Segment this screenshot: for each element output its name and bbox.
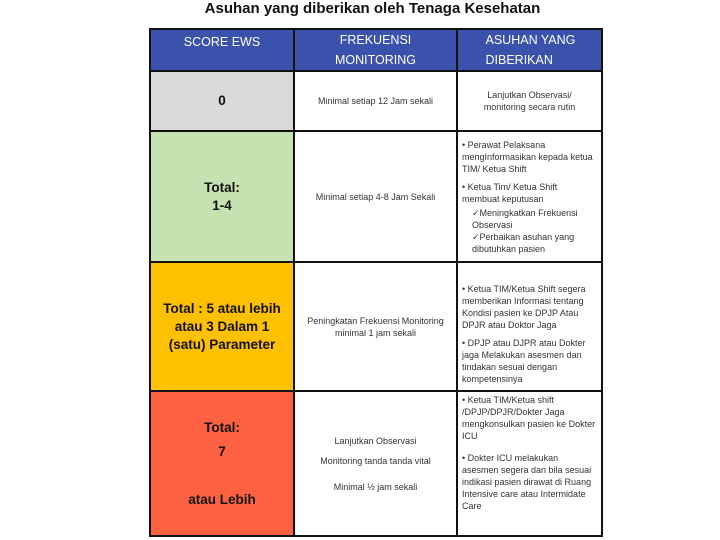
care-subitem: ✓ Meningkatkan Frekuensi Observasi (472, 207, 597, 231)
table-row (150, 131, 602, 262)
care-item: • Ketua TIM/Ketua Shift segera memberikan Informasi tentang Kondisi pasien ke DPJP Atau DPJR atau Doktor Jaga (462, 283, 597, 331)
score-label: Total: (204, 179, 240, 195)
frequency-line: Lanjutkan Observasi (334, 435, 417, 446)
frequency-cell-2: Peningkatan Frekuensi Monitoring minimal 1 jam sekali (294, 262, 457, 391)
care-cell-1 (457, 131, 602, 262)
score-label: Total: (204, 419, 240, 435)
frequency-line: Minimal ½ jam sekali (333, 481, 418, 492)
score-cell-3 (150, 391, 294, 536)
header-asuhan (457, 29, 602, 71)
page-title: Asuhan yang diberikan oleh Tenaga Kesehatan (204, 0, 541, 17)
care-item: • DPJP atau DJPR atau Dokter jaga Melakukan asesmen dan tindakan sesuai dengan kompetensinya (462, 337, 597, 385)
care-cell-0 (457, 71, 602, 131)
care-cell-2 (457, 262, 602, 391)
table-row (150, 391, 602, 536)
header-frekuensi-monitoring (294, 29, 457, 71)
score-cell-0: 0 (150, 71, 294, 131)
header-score-ews: SCORE EWS (150, 29, 294, 71)
score-value: 1-4 (212, 197, 232, 213)
score-value: 7 (218, 443, 226, 459)
care-item: • Dokter ICU melakukan asesmen segera dan bila sesuai indikasi pasien dirawat di Ruang Intensive care atau Intermidate Care (462, 452, 597, 512)
care-item: • Ketua TIM/Ketua shift /DPJP/DPJR/Dokter Jaga mengkonsulkan pasien ke Dokter ICU (462, 394, 597, 442)
care-item: • Ketua Tim/ Ketua Shift membuat keputusan (462, 181, 597, 205)
table-header-row (150, 29, 602, 71)
table-row (150, 71, 602, 131)
score-label: Total : 5 atau lebih atau 3 Dalam 1 (satu) Parameter (163, 300, 281, 352)
header-asuhan-label: ASUHAN YANG DIBERIKAN (485, 33, 576, 67)
frequency-cell-0: Minimal setiap 12 Jam sekali (294, 71, 457, 131)
score-suffix: atau Lebih (188, 491, 256, 507)
care-item: • Perawat Pelaksana mengInformasikan kepada ketua TIM/ Ketua Shift (462, 139, 597, 175)
care-subitem: ✓ Perbaikan asuhan yang dibutuhkan pasien (472, 231, 597, 255)
frequency-cell-1: Minimal setiap 4-8 Jam Sekali (294, 131, 457, 262)
score-cell-2 (150, 262, 294, 391)
table-row (150, 262, 602, 391)
care-text: Lanjutkan Observasi/ monitoring secara rutin (483, 90, 576, 112)
frequency-cell-3 (294, 391, 457, 536)
score-cell-1 (150, 131, 294, 262)
care-cell-3 (457, 391, 602, 536)
frequency-line: Monitoring tanda tanda vital (320, 455, 431, 466)
ews-table (149, 28, 603, 537)
header-frekuensi-label: FREKUENSI MONITORING (334, 33, 417, 67)
